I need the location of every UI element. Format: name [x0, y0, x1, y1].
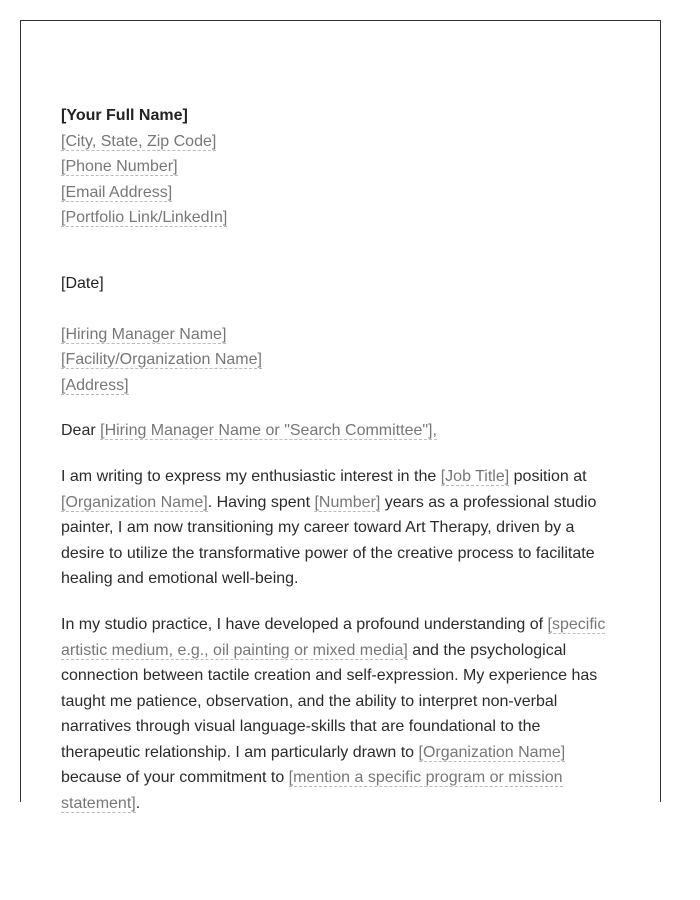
years-number-placeholder[interactable]: [Number]: [314, 493, 381, 511]
recipient-name-placeholder[interactable]: [Hiring Manager Name]: [61, 325, 227, 343]
recipient-address-placeholder[interactable]: [Address]: [61, 376, 129, 394]
p1-text-1: I am writing to express my enthusiastic interest in the: [61, 467, 441, 485]
organization-name-placeholder-2[interactable]: [Organization Name]: [418, 743, 566, 761]
sender-portfolio-placeholder[interactable]: [Portfolio Link/LinkedIn]: [61, 209, 228, 227]
greeting: [61, 418, 617, 444]
greeting-name-placeholder[interactable]: [Hiring Manager Name or "Search Committee"],: [100, 422, 437, 440]
body-paragraph-2: [61, 612, 617, 817]
sender-city-placeholder[interactable]: [City, State, Zip Code]: [61, 132, 217, 150]
sender-phone-placeholder[interactable]: [Phone Number]: [61, 158, 178, 176]
sender-block: [61, 103, 617, 231]
p1-text-4: years as a professional studio painter, I am now transitioning my career toward Art Therapy, driven by a desire to utilize the transformative power of the creative process to facilitate healing and emotional well-being.: [61, 493, 597, 588]
sender-email-placeholder[interactable]: [Email Address]: [61, 183, 173, 201]
p2-text-1: In my studio practice, I have developed a profound understanding of: [61, 615, 548, 633]
letter-content: [61, 103, 617, 817]
letter-date: [Date]: [61, 274, 104, 292]
p2-text-3: because of your commitment to: [61, 769, 289, 787]
body-paragraph-1: [61, 464, 617, 592]
p2-text-2: and the psychological connection between tactile creation and self-expression. My experience has taught me patience, observation, and the ability to interpret non-verbal narratives through visual language-skills that are foundational to the therapeutic relationship. I am particularly drawn to: [61, 641, 598, 761]
greeting-prefix: Dear: [61, 422, 101, 440]
artistic-medium-placeholder[interactable]: [specific artistic medium, e.g., oil painting or mixed media]: [61, 615, 606, 659]
sender-name: [Your Full Name]: [61, 107, 188, 124]
mission-statement-placeholder[interactable]: [mention a specific program or mission statement]: [61, 769, 563, 813]
p1-text-2: position at: [509, 467, 587, 485]
p1-text-3: . Having spent: [207, 493, 315, 511]
p2-text-4: .: [135, 795, 141, 813]
recipient-organization-placeholder[interactable]: [Facility/Organization Name]: [61, 351, 262, 369]
organization-name-placeholder[interactable]: [Organization Name]: [61, 493, 208, 511]
job-title-placeholder[interactable]: [Job Title]: [440, 467, 510, 485]
letter-page: [20, 20, 661, 813]
recipient-block: [61, 322, 617, 399]
